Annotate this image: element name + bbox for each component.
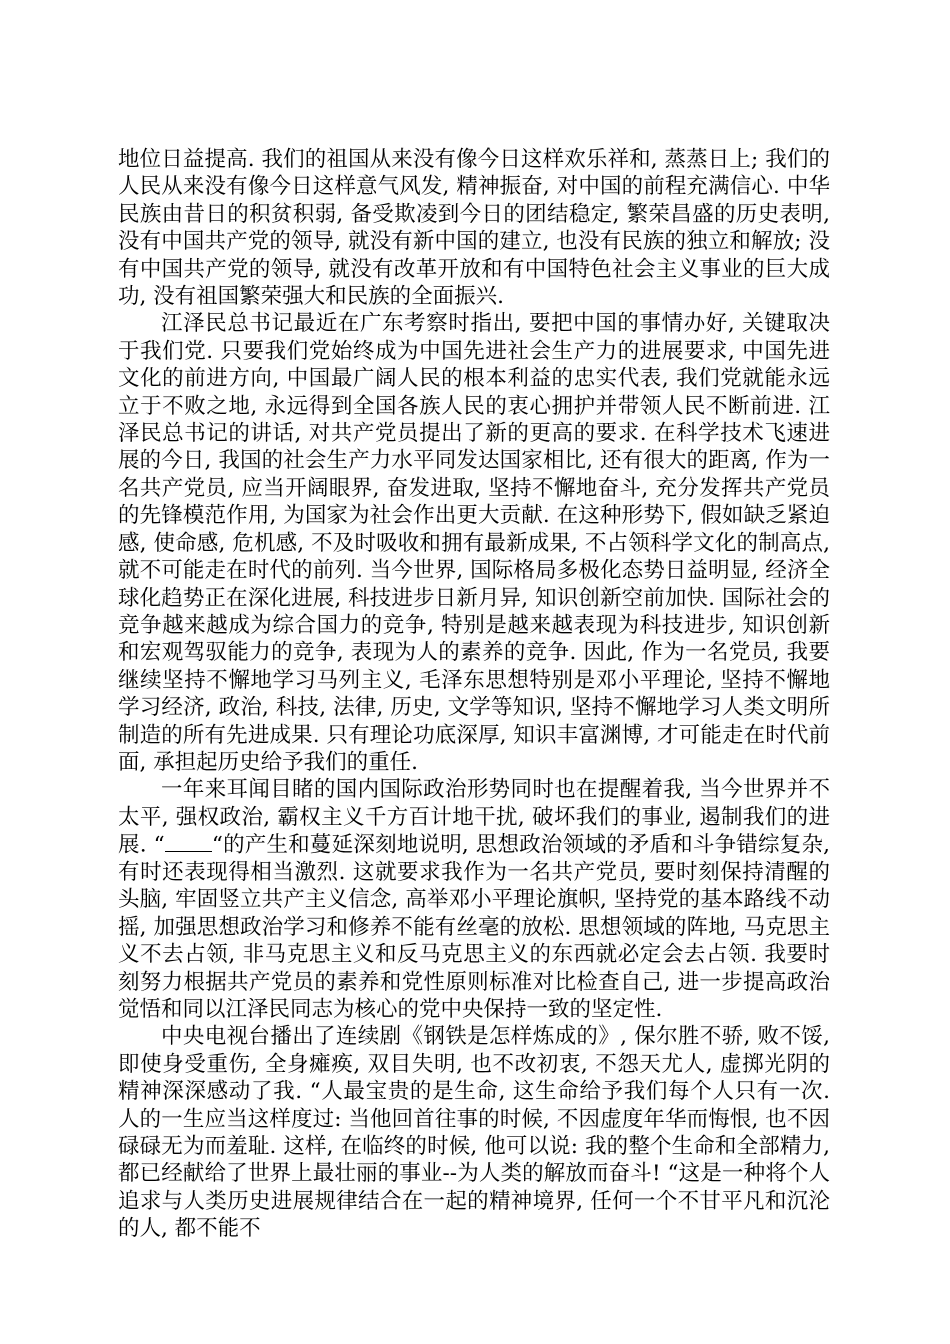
paragraph-2: 江泽民总书记最近在广东考察时指出, 要把中国的事情办好, 关键取决于我们党. 只要我们党始终成为中国先进社会生产力的进展要求, 中国先进文化的前进方向, 中国最广阔人民的根本利益的忠实代表, 我们党就能永远立于不败之地, 永远得到全国各族人民的衷心拥护并带领人民不断前进. 江泽民总书记的讲话, 对共产党员提出了新的更高的要求. 在科学技术飞速进展的今日, 我国的社会生产力水平同发达国家相比, 还有很大的距离, 作为一名共产党员, 应当开阔眼界, 奋发进取, 坚持不懈地奋斗, 充分发挥共产党员的先锋模范作用, 为国家为社会作出更大贡献. 在这种形势下, 假如缺乏紧迫感, 使命感, 危机感, 不及时吸收和拥有最新成果, 不占领科学文化的制高点, 就不可能走在时代的前列. 当今世界, 国际格局多极化态势日益明显, 经济全球化趋势正在深化进展, 科技进步日新月异, 知识创新空前加快. 国际社会的竞争越来越成为综合国力的竞争, 特别是越来越表现为科技进步, 知识创新和宏观驾驭能力的竞争, 表现为人的素养的竞争. 因此, 作为一名党员, 我要继续坚持不懈地学习马列主义, 毛泽东思想特别是邓小平理论, 坚持不懈地学习经济, 政治, 科技, 法律, 历史, 文学等知识, 坚持不懈地学习人类文明所制造的所有先进成果. 只有理论功底深厚, 知识丰富渊博, 才可能走在时代前面, 承担起历史给予我们的重任. [118, 311, 830, 775]
document-body [118, 146, 830, 1243]
paragraph-1: 地位日益提高. 我们的祖国从来没有像今日这样欢乐祥和, 蒸蒸日上; 我们的人民从来没有像今日这样意气风发, 精神振奋, 对中国的前程充满信心. 中华民族由昔日的积贫积弱, 备受欺凌到今日的团结稳定, 繁荣昌盛的历史表明, 没有中国共产党的领导, 就没有新中国的建立, 也没有民族的独立和解放; 没有中国共产党的领导, 就没有改革开放和有中国特色社会主义事业的巨大成功, 没有祖国繁荣强大和民族的全面振兴. [118, 147, 830, 310]
paragraph-4: 中央电视台播出了连续剧《钢铁是怎样炼成的》, 保尔胜不骄, 败不馁, 即使身受重伤, 全身瘫痪, 双目失明, 也不改初衷, 不怨天尤人, 虚掷光阴的精神深深感动了我. “人最宝贵的是生命, 这生命给予我们每个人只有一次. 人的一生应当这样度过: 当他回首往事的时候, 不因虚度年华而悔恨, 也不因碌碌无为而羞耻. 这样, 在临终的时候, 他可以说: 我的整个生命和全部精力, 都已经献给了世界上最壮丽的事业--为人类的解放而奋斗! “这是一种将个人追求与人类历史进展规律结合在一起的精神境界, 任何一个不甘平凡和沉沦的人, 都不能不 [118, 1024, 830, 1242]
paragraph-3-text-after-blank: “的产生和蔓延深刻地说明, 思想政治领域的矛盾和斗争错综复杂, 有时还表现得相当激烈. 这就要求我作为一名共产党员, 要时刻保持清醒的头脑, 牢固竖立共产主义信念, 高举邓小平理论旗帜, 坚持党的基本路线不动摇, 加强思想政治学习和修养不能有丝毫的放松. 思想领域的阵地, 马克思主义不去占领, 非马克思主义和反马克思主义的东西就必定会去占领. 我要时刻努力根据共产党员的素养和党性原则标准对比检查自己, 进一步提高政治觉悟和同以江泽民同志为核心的党中央保持一致的坚定性. [118, 832, 830, 1022]
paragraph-3 [118, 776, 830, 1023]
fill-in-blank [165, 831, 212, 851]
paragraph-3-text-before-blank: 一年来耳闻目睹的国内国际政治形势同时也在提醒着我, 当今世界并不太平, 强权政治, 霸权主义千方百计地干扰, 破坏我们的事业, 遏制我们的进展. “ [118, 777, 830, 858]
